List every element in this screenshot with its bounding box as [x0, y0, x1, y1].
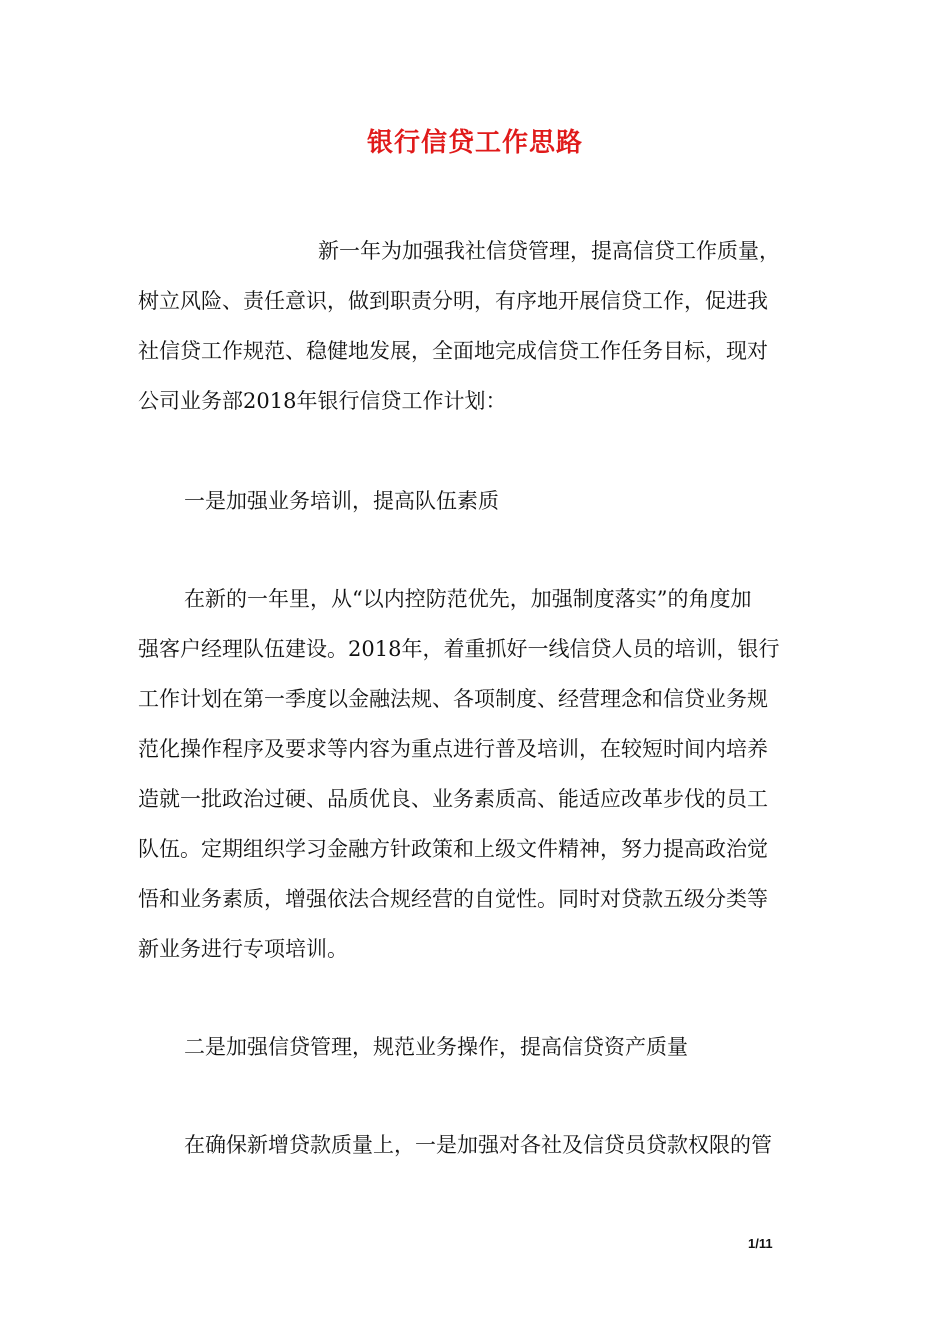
section-heading-2	[138, 1022, 818, 1072]
text-line: 范化操作程序及要求等内容为重点进行普及培训，在较短时间内培养	[138, 737, 768, 761]
text-line: 二是加强信贷管理，规范业务操作，提高信贷资产质量	[184, 1035, 688, 1059]
text-line: 社信贷工作规范、稳健地发展，全面地完成信贷工作任务目标，现对	[138, 339, 768, 363]
text-line: 悟和业务素质，增强依法合规经营的自觉性。同时对贷款五级分类等	[138, 887, 768, 911]
page-number: 1/11	[748, 1236, 773, 1251]
text-line: 树立风险、责任意识，做到职责分明，有序地开展信贷工作，促进我	[138, 289, 768, 313]
text-line: 公司业务部2018年银行信贷工作计划：	[138, 389, 507, 413]
text-line: 工作计划在第一季度以金融法规、各项制度、经营理念和信贷业务规	[138, 687, 768, 711]
text-line: 队伍。定期组织学习金融方针政策和上级文件精神，努力提高政治觉	[138, 837, 768, 861]
text-line: 一是加强业务培训，提高队伍素质	[184, 489, 499, 513]
section-heading-1	[138, 476, 818, 526]
intro-paragraph	[138, 226, 818, 426]
text-line: 强客户经理队伍建设。2018年，着重抓好一线信贷人员的培训，银行	[138, 637, 780, 661]
section-1-paragraph	[138, 574, 818, 974]
text-line: 新业务进行专项培训。	[138, 937, 348, 961]
text-line: 在确保新增贷款质量上，一是加强对各社及信贷员贷款权限的管	[184, 1133, 772, 1157]
text-line: 新一年为加强我社信贷管理，提高信贷工作质量，	[318, 239, 780, 263]
section-2-paragraph	[138, 1120, 818, 1170]
text-line: 造就一批政治过硬、品质优良、业务素质高、能适应改革步伐的员工	[138, 787, 768, 811]
text-line: 在新的一年里，从“以内控防范优先，加强制度落实”的角度加	[184, 587, 752, 611]
document-title: 银行信贷工作思路	[366, 128, 583, 159]
